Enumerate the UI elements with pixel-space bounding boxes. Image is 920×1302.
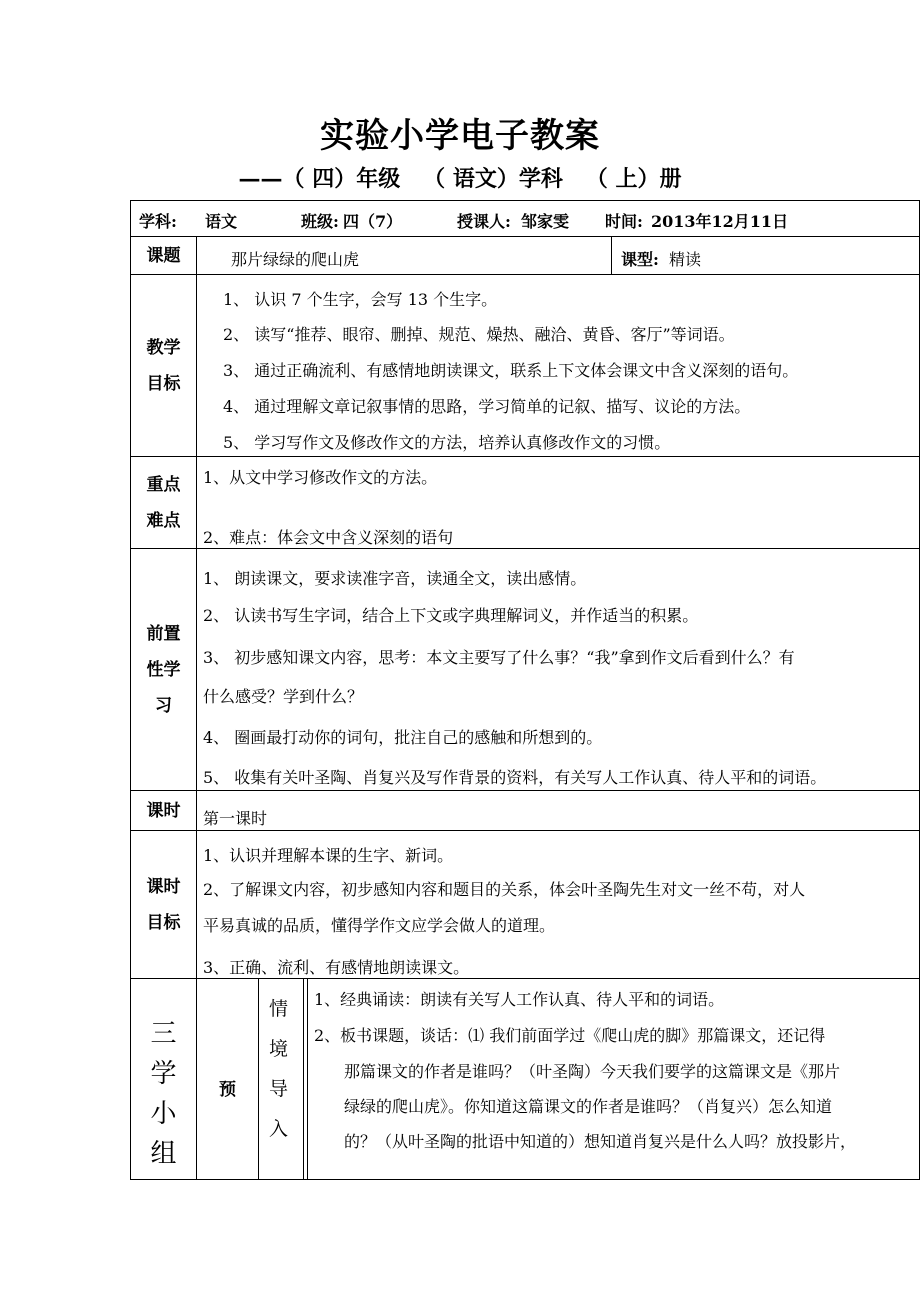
key-points-row bbox=[130, 456, 920, 548]
lesson-goals-row bbox=[130, 830, 920, 978]
key-point-2: 2、难点：体会文中含义深刻的语句 bbox=[203, 528, 454, 547]
teaching-goal-2: 2、 读写“推荐、眼帘、删掉、规范、燥热、融洽、黄昏、客厅”等词语。 bbox=[223, 325, 735, 344]
teaching-goals-label: 教学目标 bbox=[131, 275, 197, 456]
lesson-type-label: 课型: bbox=[621, 250, 659, 269]
three-study-item-2-line2: 那篇课文的作者是谁吗？（叶圣陶）今天我们要学的这篇课文是《那片 bbox=[344, 1062, 841, 1081]
subject-value: 语文 bbox=[205, 212, 238, 231]
sub-stage-cell bbox=[259, 979, 304, 1179]
lesson-goal-2: 2、了解课文内容，初步感知内容和题目的关系，体会叶圣陶先生对文一丝不苟，对人 bbox=[203, 880, 806, 899]
preview-item-3-cont: 什么感受？学到什么？ bbox=[203, 687, 364, 706]
page-subtitle: ——（ 四）年级 （ 语文）学科 （ 上）册 bbox=[238, 166, 682, 192]
teaching-goal-5: 5、 学习写作文及修改作文的方法，培养认真修改作文的习惯。 bbox=[223, 433, 671, 452]
three-study-item-1: 1、经典诵读：朗读有关写人工作认真、待人平和的词语。 bbox=[314, 990, 725, 1009]
info-row bbox=[130, 200, 920, 236]
three-study-row bbox=[130, 978, 920, 1180]
lesson-period-value: 第一课时 bbox=[203, 809, 268, 828]
topic-label: 课题 bbox=[131, 237, 197, 274]
stage-cell bbox=[197, 979, 259, 1179]
lesson-period-label: 课时 bbox=[131, 791, 197, 830]
time-label: 时间: bbox=[605, 212, 643, 231]
lesson-goal-1: 1、认识并理解本课的生字、新词。 bbox=[203, 846, 454, 865]
three-study-item-2: 2、板书课题，谈话：⑴ 我们前面学过《爬山虎的脚》那篇课文，还记得 bbox=[314, 1026, 826, 1045]
preview-item-5: 5、 收集有关叶圣陶、肖复兴及写作背景的资料，有关写人工作认真、待人平和的词语。 bbox=[203, 768, 827, 787]
preview-item-4: 4、 圈画最打动你的词句，批注自己的感触和所想到的。 bbox=[203, 728, 603, 747]
preview-item-1: 1、 朗读课文，要求读准字音，读通全文，读出感情。 bbox=[203, 569, 587, 588]
preview-label: 前置性学习 bbox=[131, 549, 197, 790]
lesson-period-row bbox=[130, 790, 920, 830]
lesson-goal-2-cont: 平易真诚的品质，懂得学作文应学会做人的道理。 bbox=[203, 916, 556, 935]
teacher-value: 邹家雯 bbox=[521, 212, 570, 231]
three-study-item-2-line4: 的？（从叶圣陶的批语中知道的）想知道肖复兴是什么人吗？放投影片， bbox=[344, 1132, 857, 1151]
sub-stage-label: 情境导入 bbox=[269, 998, 289, 1140]
lesson-type-value: 精读 bbox=[669, 250, 702, 269]
teaching-goal-1: 1、 认识 7 个生字，会写 13 个生字。 bbox=[223, 290, 498, 309]
lesson-goal-3: 3、正确、流利、有感情地朗读课文。 bbox=[203, 958, 470, 977]
preview-row bbox=[130, 548, 920, 790]
stage-label: 预 bbox=[219, 1080, 236, 1100]
lesson-goals-label: 课时目标 bbox=[131, 831, 197, 978]
three-study-label: 三学小组 bbox=[131, 979, 197, 1179]
topic-value: 那片绿绿的爬山虎 bbox=[231, 250, 360, 269]
time-value: 2013年12月11日 bbox=[651, 212, 789, 231]
preview-item-3: 3、 初步感知课文内容，思考：本文主要写了什么事？“我”拿到作文后看到什么？有 bbox=[203, 648, 795, 667]
preview-item-2: 2、 认读书写生字词，结合上下文或字典理解词义，并作适当的积累。 bbox=[203, 606, 699, 625]
three-study-item-2-line3: 绿绿的爬山虎》。你知道这篇课文的作者是谁吗？（肖复兴）怎么知道 bbox=[344, 1097, 833, 1116]
teaching-goal-3: 3、 通过正确流利、有感情地朗读课文，联系上下文体会课文中含义深刻的语句。 bbox=[223, 361, 799, 380]
teacher-label: 授课人: bbox=[457, 212, 511, 231]
page-title: 实验小学电子教案 bbox=[320, 116, 600, 156]
key-points-label: 重点难点 bbox=[131, 457, 197, 548]
topic-row bbox=[130, 236, 920, 274]
class-label: 班级: bbox=[301, 212, 339, 231]
subject-label: 学科: bbox=[139, 212, 177, 231]
teaching-goals-row bbox=[130, 274, 920, 456]
teaching-goal-4: 4、 通过理解文章记叙事情的思路，学习简单的记叙、描写、议论的方法。 bbox=[223, 397, 751, 416]
key-point-1: 1、从文中学习修改作文的方法。 bbox=[203, 468, 438, 487]
class-value: 四（7） bbox=[343, 212, 403, 231]
